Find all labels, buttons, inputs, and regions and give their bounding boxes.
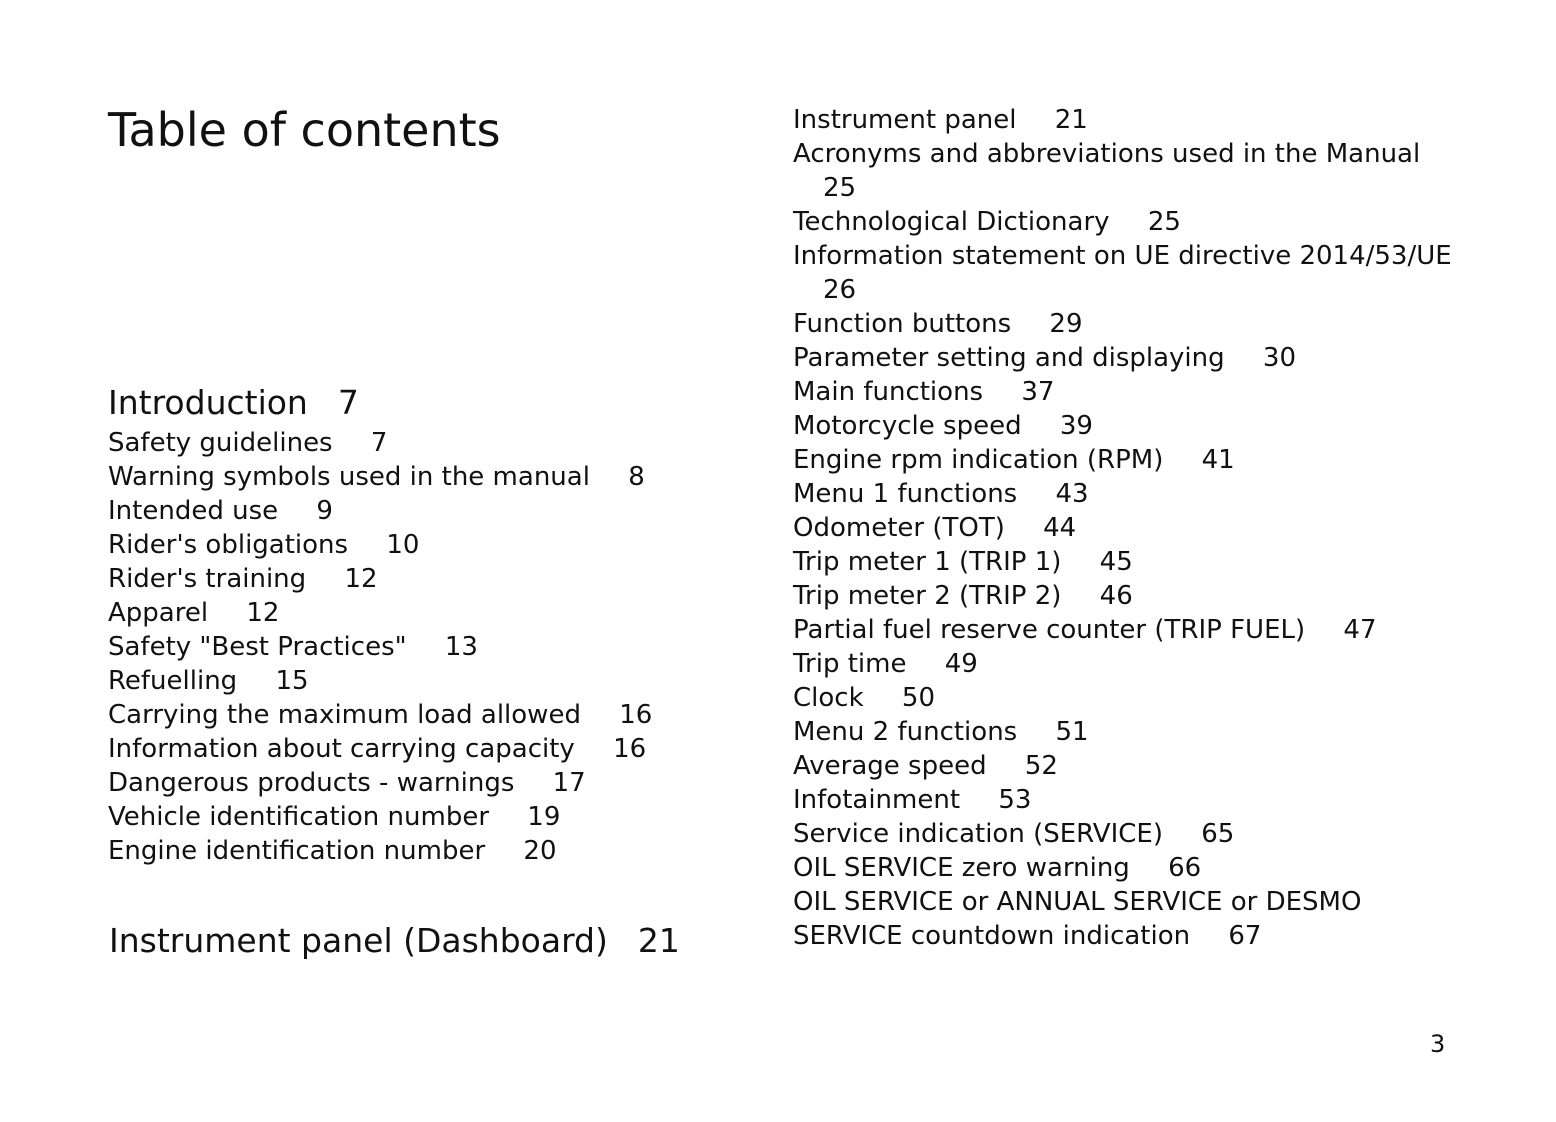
- toc-entry-title: Information statement on UE directive 2014/53/UE: [793, 241, 1452, 271]
- toc-entry-page: 30: [1262, 343, 1296, 373]
- toc-entry-title: Technological Dictionary: [793, 207, 1110, 237]
- toc-entry-title: Service indication (SERVICE): [793, 819, 1163, 849]
- toc-entry-title: Vehicle identification number: [108, 802, 490, 832]
- toc-entry[interactable]: [108, 732, 768, 766]
- toc-entry-title: Partial fuel reserve counter (TRIP FUEL): [793, 615, 1306, 645]
- toc-section-introduction[interactable]: [108, 380, 768, 426]
- toc-entry-title: Acronyms and abbreviations used in the Manual: [793, 139, 1421, 169]
- toc-section-instrument-panel[interactable]: [109, 918, 680, 964]
- toc-entry[interactable]: [793, 647, 1458, 681]
- toc-entry-page: 47: [1343, 615, 1377, 645]
- toc-entry-title: Odometer (TOT): [793, 513, 1005, 543]
- toc-entry-page: 21: [1054, 105, 1088, 135]
- toc-entry-title: Infotainment: [793, 785, 961, 815]
- toc-entry-page: 50: [901, 683, 935, 713]
- toc-entry-title: Motorcycle speed: [793, 411, 1022, 441]
- toc-entry[interactable]: [793, 783, 1458, 817]
- toc-entry-page: 7: [370, 428, 388, 458]
- toc-entry[interactable]: [793, 545, 1458, 579]
- toc-entry-title: Average speed: [793, 751, 987, 781]
- toc-entry[interactable]: [108, 834, 768, 868]
- toc-entry-page: 45: [1099, 547, 1133, 577]
- toc-entry-title: Refuelling: [108, 666, 238, 696]
- toc-entry[interactable]: [793, 681, 1458, 715]
- toc-entry[interactable]: [108, 664, 768, 698]
- toc-entry-page: 29: [1049, 309, 1083, 339]
- toc-entry[interactable]: [108, 630, 768, 664]
- toc-entry-title: Parameter setting and displaying: [793, 343, 1225, 373]
- toc-entry[interactable]: [108, 562, 768, 596]
- toc-entry[interactable]: [108, 800, 768, 834]
- toc-entry-title: Intended use: [108, 496, 279, 526]
- toc-entry-page: 67: [1228, 921, 1262, 951]
- toc-entry-title: Information about carrying capacity: [108, 734, 575, 764]
- toc-entry-title: Trip time: [793, 649, 907, 679]
- toc-entry[interactable]: [793, 409, 1458, 443]
- toc-entry-page: 51: [1055, 717, 1089, 747]
- toc-entry[interactable]: [793, 749, 1458, 783]
- toc-entry[interactable]: [793, 443, 1458, 477]
- toc-entry[interactable]: [793, 715, 1458, 749]
- toc-entry-page: 53: [998, 785, 1032, 815]
- toc-entry[interactable]: [793, 103, 1458, 137]
- toc-entry-title: Safety guidelines: [108, 428, 333, 458]
- toc-entry[interactable]: [108, 596, 768, 630]
- section-page: 7: [337, 383, 359, 422]
- toc-entry-title: Main functions: [793, 377, 984, 407]
- toc-entry-page: 20: [523, 836, 557, 866]
- toc-entry[interactable]: [793, 511, 1458, 545]
- toc-entry[interactable]: [793, 817, 1458, 851]
- toc-entry-page: 46: [1099, 581, 1133, 611]
- toc-right-column: [793, 103, 1458, 953]
- toc-entry[interactable]: [793, 307, 1458, 341]
- toc-entry[interactable]: [108, 426, 768, 460]
- section-page: 21: [637, 921, 680, 960]
- toc-entry-title: OIL SERVICE or ANNUAL SERVICE or DESMO SERVICE countdown indication: [793, 887, 1362, 951]
- toc-entry-page: 65: [1201, 819, 1235, 849]
- toc-entry-title: Trip meter 2 (TRIP 2): [793, 581, 1062, 611]
- page-number: 3: [1430, 1030, 1446, 1058]
- toc-entry-page: 49: [944, 649, 978, 679]
- toc-entry-title: Rider's training: [108, 564, 307, 594]
- toc-left-column: [108, 380, 768, 868]
- toc-entry-title: Menu 2 functions: [793, 717, 1018, 747]
- toc-entry-page: 12: [246, 598, 280, 628]
- toc-entry-page: 10: [386, 530, 420, 560]
- toc-entry[interactable]: [108, 766, 768, 800]
- toc-entry[interactable]: [793, 137, 1458, 205]
- toc-entry[interactable]: [108, 528, 768, 562]
- section-title: Introduction: [108, 383, 308, 422]
- toc-entry[interactable]: [793, 239, 1458, 307]
- toc-entry-page: 12: [344, 564, 378, 594]
- toc-entry-page: 25: [1147, 207, 1181, 237]
- toc-entry[interactable]: [793, 613, 1458, 647]
- toc-entry-page: 26: [823, 275, 857, 305]
- toc-entry[interactable]: [793, 205, 1458, 239]
- toc-entry-page: 41: [1201, 445, 1235, 475]
- toc-entry-page: 17: [552, 768, 586, 798]
- toc-entry[interactable]: [793, 375, 1458, 409]
- toc-entry-title: Warning symbols used in the manual: [108, 462, 590, 492]
- toc-entry-page: 16: [613, 734, 647, 764]
- toc-entry-title: Engine rpm indication (RPM): [793, 445, 1164, 475]
- toc-entry-page: 8: [628, 462, 645, 492]
- toc-entry-page: 39: [1059, 411, 1093, 441]
- page-title: Table of contents: [108, 103, 501, 157]
- toc-entry-title: Trip meter 1 (TRIP 1): [793, 547, 1062, 577]
- toc-entry-title: Engine identification number: [108, 836, 486, 866]
- toc-entry-page: 19: [527, 802, 561, 832]
- toc-entry-page: 13: [444, 632, 478, 662]
- toc-entry-title: Clock: [793, 683, 864, 713]
- toc-entry-title: Carrying the maximum load allowed: [108, 700, 581, 730]
- toc-entry[interactable]: [108, 698, 768, 732]
- toc-entry-title: Function buttons: [793, 309, 1012, 339]
- toc-entry-page: 43: [1055, 479, 1089, 509]
- toc-entry-title: Instrument panel: [793, 105, 1017, 135]
- toc-list: [108, 426, 768, 868]
- section-title: Instrument panel (Dashboard): [109, 921, 608, 960]
- toc-entry-title: OIL SERVICE zero warning: [793, 853, 1130, 883]
- toc-entry-page: 15: [275, 666, 309, 696]
- toc-entry-page: 9: [316, 496, 333, 526]
- toc-entry-title: Safety "Best Practices": [108, 632, 407, 662]
- toc-entry[interactable]: [793, 477, 1458, 511]
- toc-entry[interactable]: [793, 341, 1458, 375]
- toc-entry-page: 52: [1024, 751, 1058, 781]
- toc-entry[interactable]: [108, 494, 768, 528]
- toc-entry-title: Rider's obligations: [108, 530, 349, 560]
- toc-entry[interactable]: [108, 460, 768, 494]
- toc-entry-title: Menu 1 functions: [793, 479, 1018, 509]
- toc-entry-title: Apparel: [108, 598, 209, 628]
- toc-entry[interactable]: [793, 885, 1458, 953]
- toc-entry[interactable]: [793, 579, 1458, 613]
- toc-entry-title: Dangerous products - warnings: [108, 768, 515, 798]
- toc-entry[interactable]: [793, 851, 1458, 885]
- toc-entry-page: 66: [1168, 853, 1202, 883]
- toc-entry-page: 37: [1021, 377, 1055, 407]
- toc-entry-page: 44: [1043, 513, 1077, 543]
- toc-entry-page: 25: [823, 173, 857, 203]
- toc-entry-page: 16: [619, 700, 653, 730]
